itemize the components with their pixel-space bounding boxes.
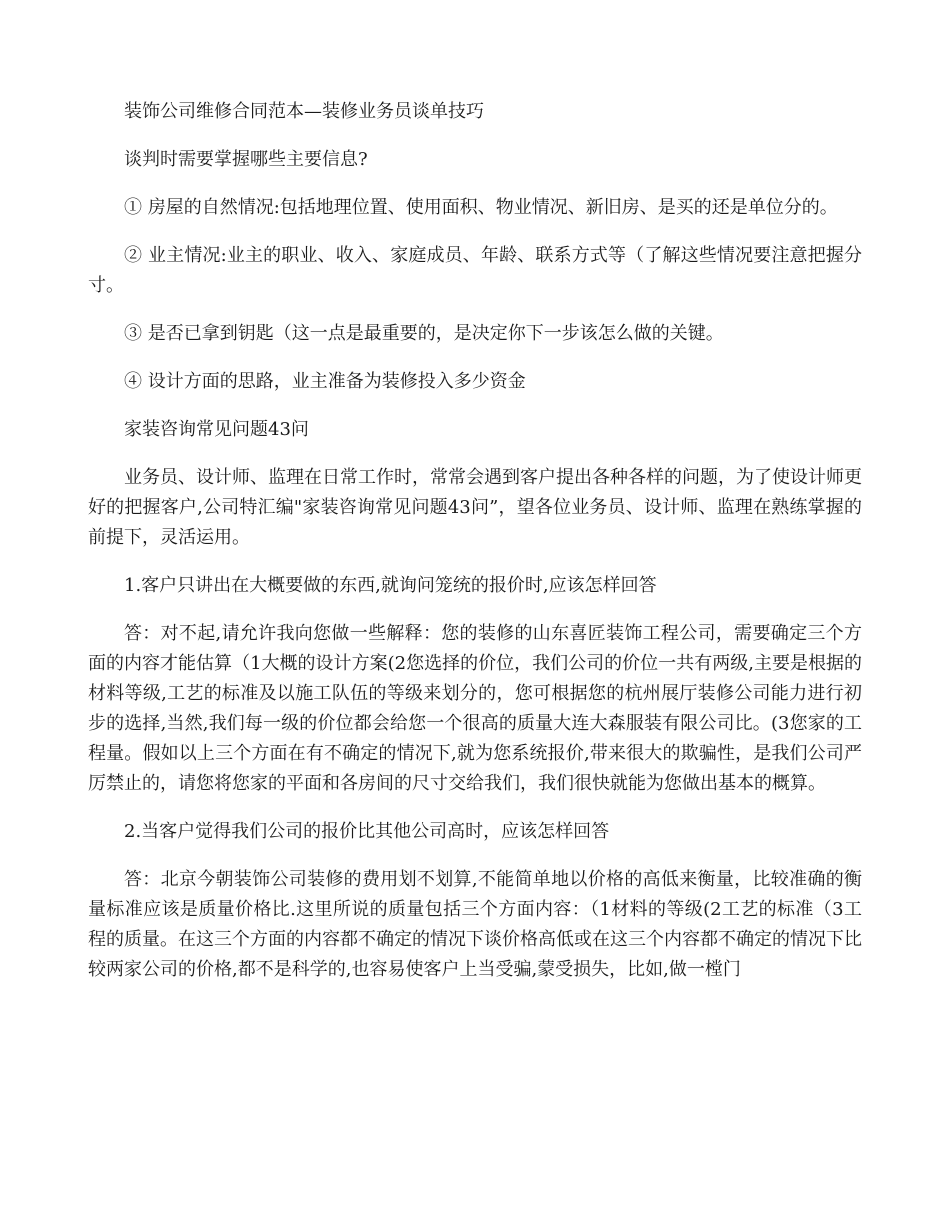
answer-2: 答：北京今朝装饰公司装修的费用划不划算,不能简单地以价格的高低来衡量，比较准确的衡量标准应该是质量价格比.这里所说的质量包括三个方面内容：（1材料的等级(2工艺的标准（3工程的质量。在这三个方面的内容都不确定的情况下谈价格高低或在这三个内容都不确定的情况下比较两家公司的价格,都不是科学的,也容易使客户上当受骗,蒙受损失，比如,做一樘门 [88,869,862,980]
info-item-1: ① 房屋的自然情况:包括地理位置、使用面积、物业情况、新旧房、是买的还是单位分的。 [124,197,838,218]
intro-paragraph: 业务员、设计师、监理在日常工作时，常常会遇到客户提出各种各样的问题，为了使设计师更好的把握客户,公司特汇编"家装咨询常见问题43问”，望各位业务员、设计师、监理在熟练掌握的前提下，灵活运用。 [88,467,862,548]
question-heading: 谈判时需要掌握哪些主要信息? [124,149,368,170]
info-item-2: ② 业主情况:业主的职业、收入、家庭成员、年龄、联系方式等（了解这些情况要注意把握分寸。 [88,245,862,296]
info-item-4: ④ 设计方面的思路，业主准备为装修投入多少资金 [124,371,526,392]
answer-1: 答：对不起,请允许我向您做一些解释：您的装修的山东喜匠装饰工程公司，需要确定三个方面的内容才能估算（1大概的设计方案(2您选择的价位，我们公司的价位一共有两级,主要是根据的材料等级,工艺的标准及以施工队伍的等级来划分的，您可根据您的杭州展厅装修公司能力进行初步的选择,当然,我们每一级的价位都会给您一个很高的质量大连大森服装有限公司比。(3您家的工程量。假如以上三个方面在有不确定的情况下,就为您系统报价,带来很大的欺骗性，是我们公司严厉禁止的，请您将您家的平面和各房间的尺寸交给我们，我们很快就能为您做出基本的概算。 [88,623,862,794]
question-2: 2.当客户觉得我们公司的报价比其他公司高时，应该怎样回答 [124,821,610,842]
document-body [88,97,862,1003]
question-1: 1.客户只讲出在大概要做的东西,就询问笼统的报价时,应该怎样回答 [124,575,657,596]
section-heading: 家装咨询常见问题43问 [124,419,309,440]
document-title: 装饰公司维修合同范本—装修业务员谈单技巧 [124,101,484,122]
info-item-3: ③ 是否已拿到钥匙（这一点是最重要的，是决定你下一步该怎么做的关键。 [124,323,724,344]
